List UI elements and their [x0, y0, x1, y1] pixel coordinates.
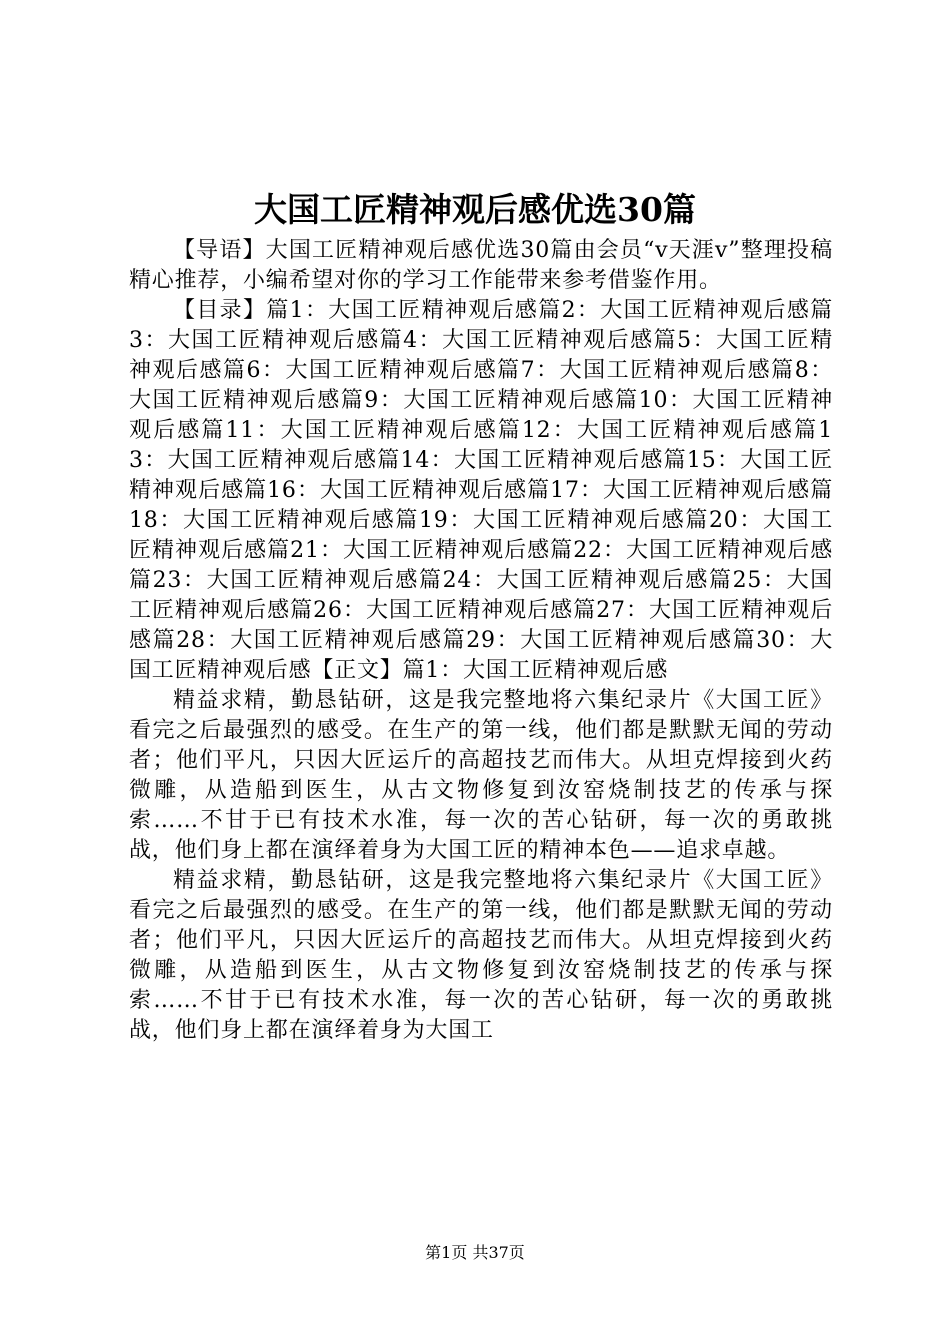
toc-paragraph: 【目录】篇1：大国工匠精神观后感篇2：大国工匠精神观后感篇3：大国工匠精神观后感篇4：大国工匠精神观后感篇5：大国工匠精神观后感篇6：大国工匠精神观后感篇7：大国工匠精神观后感篇8：大国工匠精神观后感篇9：大国工匠精神观后感篇10：大国工匠精神观后感篇11：大国工匠精神观后感篇12：大国工匠精神观后感篇13：大国工匠精神观后感篇14：大国工匠精神观后感篇15：大国工匠精神观后感篇16：大国工匠精神观后感篇17：大国工匠精神观后感篇18：大国工匠精神观后感篇19：大国工匠精神观后感篇20：大国工匠精神观后感篇21：大国工匠精神观后感篇22：大国工匠精神观后感篇23：大国工匠精神观后感篇24：大国工匠精神观后感篇25：大国工匠精神观后感篇26：大国工匠精神观后感篇27：大国工匠精神观后感篇28：大国工匠精神观后感篇29：大国工匠精神观后感篇30：大国工匠精神观后感【正文】篇1：大国工匠精神观后感 [129, 298, 833, 683]
body-paragraph-2: 精益求精，勤恳钻研，这是我完整地将六集纪录片《大国工匠》看完之后最强烈的感受。在生产的第一线，他们都是默默无闻的劳动者；他们平凡，只因大匠运斤的高超技艺而伟大。从坦克焊接到火药微雕，从造船到医生，从古文物修复到汝窑烧制技艺的传承与探索……不甘于已有技术水准，每一次的苦心钻研，每一次的勇敢挑战，他们身上都在演绎着身为大国工 [129, 868, 833, 1043]
document-body [129, 236, 833, 1046]
intro-paragraph: 【导语】大国工匠精神观后感优选30篇由会员“v天涯v”整理投稿精心推荐，小编希望对你的学习工作能带来参考借鉴作用。 [129, 238, 833, 293]
document-title: 大国工匠精神观后感优选30篇 [254, 190, 696, 229]
page-footer: 第1页 共37页 [425, 1243, 525, 1262]
body-paragraph-1: 精益求精，勤恳钻研，这是我完整地将六集纪录片《大国工匠》看完之后最强烈的感受。在生产的第一线，他们都是默默无闻的劳动者；他们平凡，只因大匠运斤的高超技艺而伟大。从坦克焊接到火药微雕，从造船到医生，从古文物修复到汝窑烧制技艺的传承与探索……不甘于已有技术水准，每一次的苦心钻研，每一次的勇敢挑战，他们身上都在演绎着身为大国工匠的精神本色——追求卓越。 [129, 688, 833, 863]
